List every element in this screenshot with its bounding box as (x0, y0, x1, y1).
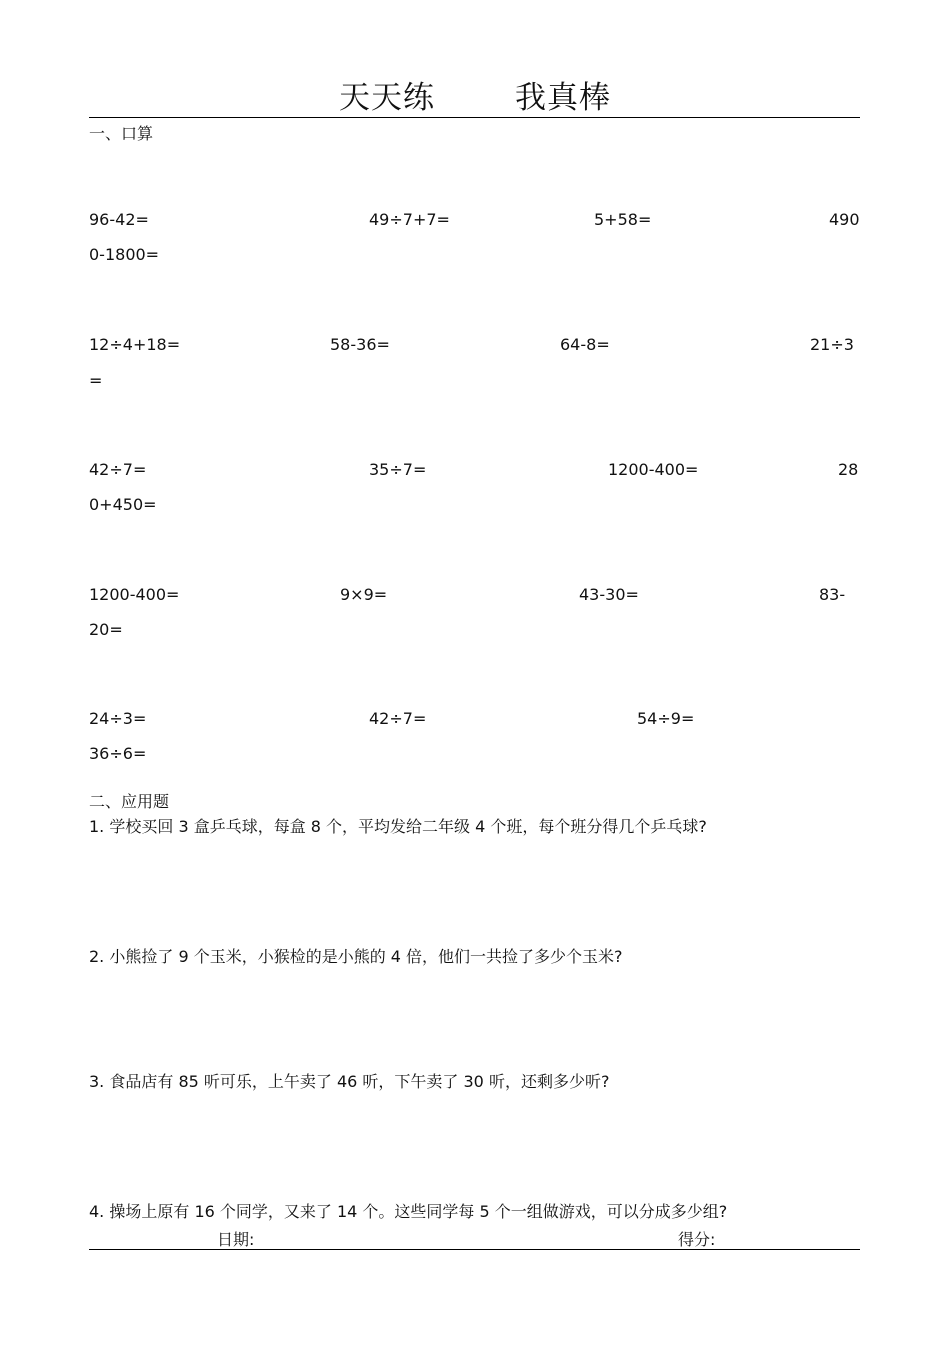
word-problem: 2. 小熊捡了 9 个玉米，小猴检的是小熊的 4 倍，他们一共捡了多少个玉米? (89, 947, 623, 966)
calc-item: 9×9= (340, 585, 388, 604)
calc-item: 49÷7+7= (369, 210, 450, 229)
calc-item-wrap: = (89, 371, 103, 390)
calc-item: 5+58= (594, 210, 652, 229)
calc-item: 64-8= (560, 335, 610, 354)
calc-item: 83- (819, 585, 846, 604)
calc-item: 21÷3 (810, 335, 854, 354)
section2-heading: 二、应用题 (89, 792, 170, 811)
calc-item: 43-30= (579, 585, 639, 604)
date-label: 日期: (217, 1230, 255, 1249)
footer-rule (89, 1249, 860, 1250)
title-right: 我真棒 (515, 80, 611, 116)
page-title (0, 72, 950, 117)
calc-item: 35÷7= (369, 460, 427, 479)
word-problem: 3. 食品店有 85 听可乐，上午卖了 46 听，下午卖了 30 听，还剩多少听? (89, 1072, 610, 1091)
calc-item: 28 (838, 460, 859, 479)
calc-item: 42÷7= (369, 709, 427, 728)
title-left: 天天练 (339, 80, 435, 116)
word-problem: 4. 操场上原有 16 个同学，又来了 14 个。这些同学每 5 个一组做游戏，可以分成多少组? (89, 1202, 728, 1221)
score-label: 得分: (678, 1230, 716, 1249)
calc-item: 42÷7= (89, 460, 147, 479)
calc-item: 96-42= (89, 210, 149, 229)
calc-item: 490 (829, 210, 860, 229)
calc-item-wrap: 36÷6= (89, 744, 147, 763)
calc-item: 24÷3= (89, 709, 147, 728)
calc-item: 1200-400= (608, 460, 699, 479)
section1-heading: 一、口算 (89, 124, 154, 143)
calc-item-wrap: 0+450= (89, 495, 157, 514)
word-problem: 1. 学校买回 3 盒乒乓球，每盒 8 个，平均发给二年级 4 个班，每个班分得几个乒乓球? (89, 817, 707, 836)
calc-item: 12÷4+18= (89, 335, 181, 354)
calc-item-wrap: 0-1800= (89, 245, 160, 264)
calc-item: 54÷9= (637, 709, 695, 728)
calc-item: 1200-400= (89, 585, 180, 604)
calc-item-wrap: 20= (89, 620, 123, 639)
header-rule (89, 117, 860, 118)
calc-item: 58-36= (330, 335, 390, 354)
